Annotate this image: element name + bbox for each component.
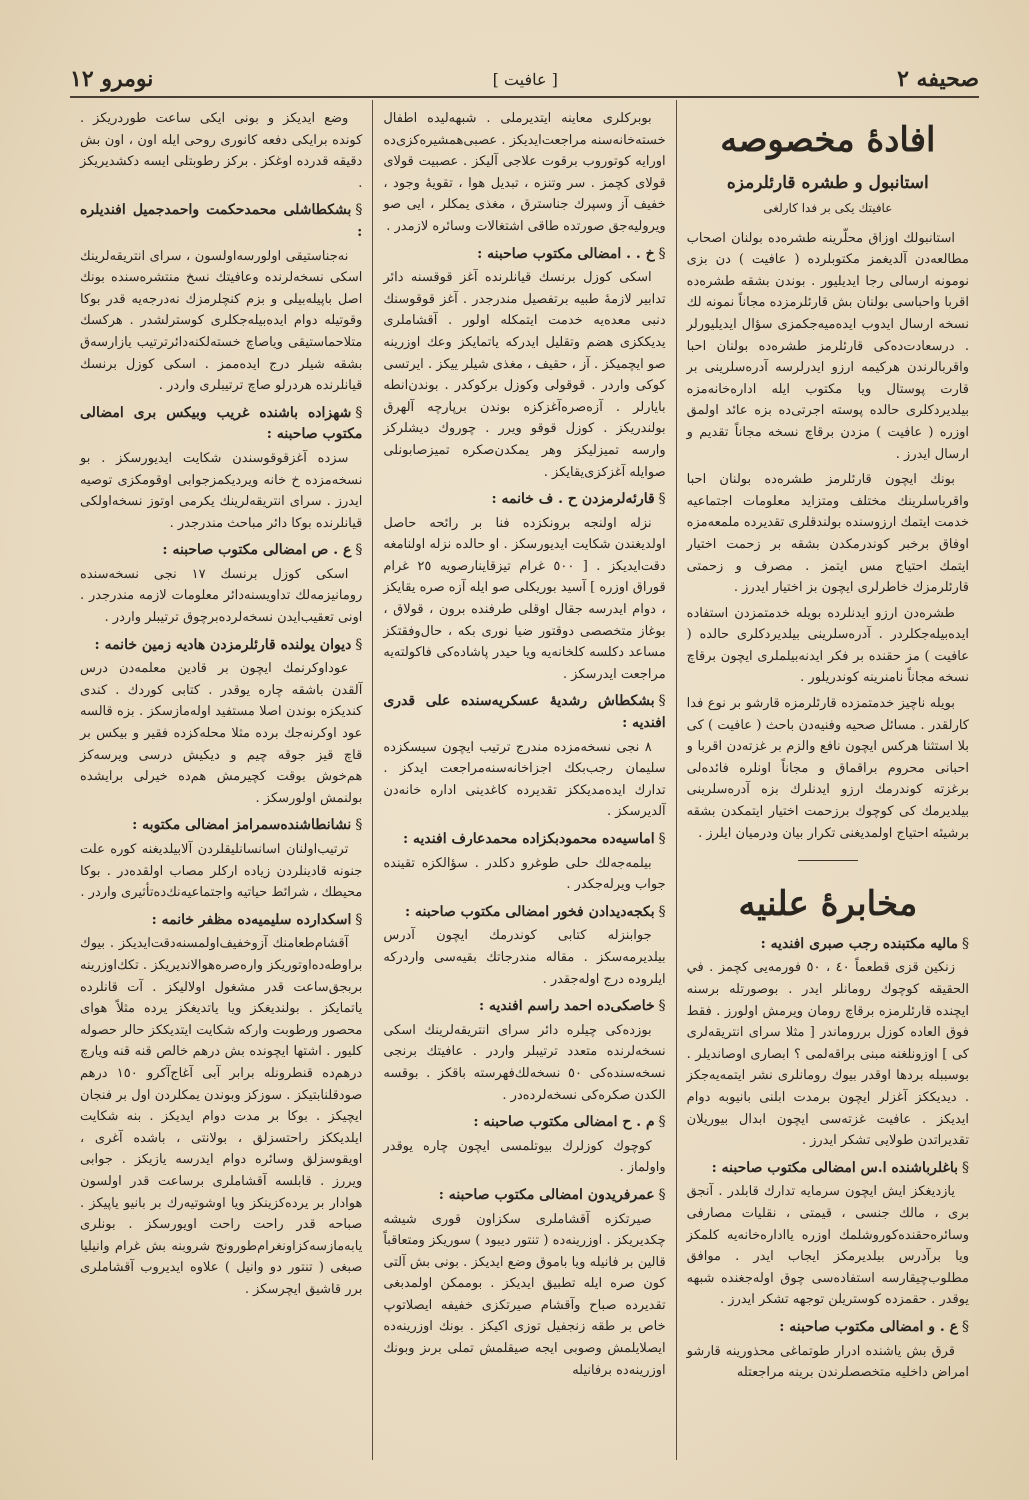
section-mark: § [658,1186,666,1203]
letter-addressee: اماسيه‌ده محمودبكزاده محمدعارف افنديه : [402,831,655,847]
section-mark: § [658,1114,666,1131]
header-page-label: صحيفه ٢ [897,66,979,92]
letter-reply-text: كوچوك كوزلرك بيوتلمسى ايچون چاره يوقدر واولماز . [383,1138,666,1176]
letter-entry [80,200,362,396]
letter-addressee: ع . و امضالى مكتوب صاحبنه : [779,1318,958,1335]
letter-entry [80,403,362,535]
letter-reply-text: اسكى كوزل برنسك قيانلرنده آغز قوقسنه دائر تدابير لازمۀ طبيه برتفصيل مندرجدر . آغز قوقوسنك دنبى معده‌يه خدمت ايتمكله اولور . آقشاملرى يديككزى هضم وتقليل ايدركه ياتمايكز وعك اوزرينه صو ايچميكز . آز ، حقيف ، مغذى شيلر ييكز . ايرتسى كوكى واردر . قوقولى وكوزل بركوكدر . بوندن‌انطه بايارلر . آزه‌صره‌آغزكزه بوندن برپارچه آلهرق بولندريكز . كوزل قوقو ويرر . چوروك ديشلركز وارسه تميزليكز وهر يمكدن‌صكره تميزصابونلى صوايله آغزكزى‌يقايكز . [383,270,666,480]
letter-heading [383,829,665,851]
letter-reply-text: وضع ايديكز و بونى ايكى ساعت طوردريكز . كونده برايكى دفعه كانورى روحى ايله اون ، اون بش دقيقه قدرده اوغكز . بركز رطوبتلى ايسه دكشديريكز . [80,111,363,191]
letter-entry [383,996,665,1106]
section-mark: § [658,831,666,847]
letter-entry [383,244,665,484]
letter-heading [80,403,362,446]
letter-entry [383,902,665,990]
letter-addressee: عمرفريدون امضالى مكتوب صاحبنه : [438,1186,655,1203]
letter-reply-text: صيرتكزه آقشاملرى سكزاون قورى شيشه چكديريكز . اوزرينه‌ده ( تنتور ديبود ) سوريكز ومتعاقباً قالين بر فانيله ويا باموق وضع ايديكز . بونى بش آلتى كون صره ايله تطبيق ايديكز . بوممكن اولمدبغى تقديرده صباح وآقشام صيرتكزى خفيفه ايصلاتوپ خاص بر طقه زنجفيل توزى اكيكز . بونك اوزرينه‌ده ايصلايلمش وصوبى ايجه صيقلمش تملى برىز وبونك اوزرينه‌ده برفانيله [383,1211,666,1378]
section-mark: § [355,911,363,928]
header-issue-number: نومرو ١٢ [70,66,154,92]
letter-reply-text: جوابنزله كتابى كوندرمك ايچون آدرس بيلديرمه‌سكز . مقاله‌ مندرجاتك بقيه‌سى واردركه ايلروده درج اوله‌جقدر . [383,928,666,987]
letter-entry [383,1112,665,1179]
letter-addressee: قارئه‌لرمزدن ح . ف خانمه : [491,491,655,508]
letter-entry [687,1317,969,1384]
letter-heading [80,540,362,562]
letter-entry [383,489,665,685]
letter-entry [687,1158,969,1311]
letter-reply-text: ٨ نجى نسخه‌مزده مندرج ترتيب ايچون سيسكزده سليمان رجب‌بكك اجزاخانه‌سنه‌مراجعت ايدكز . تدارك ايده‌مديككز تقديرده كاغدينى اداره خانه‌دن آلديرسكز . [383,739,666,820]
special-notice-title: افادۀ مخصوصه [720,120,936,160]
section-mark: § [355,202,363,219]
letter-addressee: باغلرباشنده ا.س امضالى مكتوب صاحبنه : [711,1159,958,1176]
letter-heading [687,1158,969,1180]
letter-reply-text: عوداوكرنمك ايچون بر قادين معلمه‌دن درس آلقدن باشقه چاره يوقدر . كتابى كوردك . كندى كنديكزه بوندن اصلا مستفيد اوله‌مازسكز . بزه قالسه عود اوكرنه‌جك برده مثلا محله‌كزده فقير و بيكس بر قاچ قيز جوقه چيم و ديكيش درسى ويرسه‌كز هم‌خوش بوقت كچيرمش هم‌ده خيرلى برايشده بولنمش اولورسكز . [80,661,363,806]
correspondence-title: مخابرۀ علنيه [738,883,918,924]
letter-addressee: ديوان يولنده قارئلرمزدن هاديه زمين خانمه : [94,636,352,653]
section-mark: § [355,636,363,653]
section-mark: § [962,1159,969,1176]
section-mark: § [962,1318,969,1335]
section-mark: § [355,542,363,559]
left-column [70,100,373,1460]
letter-heading [383,1185,665,1207]
right-column [677,100,979,1460]
letter-reply-text: سزده آغزقوقوسندن شكايت ايديورسكز . بو نسخه‌مزده خ خانه ويرديكمزجوابى اوقومكزى توصيه ايدرز . سراى انتريقه‌لرينك يكرمى اوتوز نسخه‌اولكى قيانلرنده بوكا دائر مباحث مندرجدر . [80,450,363,531]
letter-heading [80,635,362,657]
page-header [70,62,979,98]
section-mark: § [658,491,666,508]
letter-heading [383,489,665,511]
middle-column [373,100,676,1460]
letter-addressee: م . ح امضالى مكتوب صاحبنه : [473,1114,655,1131]
letter-heading [80,815,362,837]
letter-heading [687,1317,969,1339]
letter-entry [383,1185,665,1381]
letter-addressee: شهزاده باشنده غريب وبيكس برى امضالى مكتوب صاحبنه : [80,404,363,443]
section-mark: § [658,693,666,710]
letter-addressee: نشانطاشنده‌سمرامز امضالى مكتوبه : [132,817,352,834]
letter-heading [80,200,362,243]
letter-reply-text: قرق بش ياشنده ادرار طوتماغى محذورينه قارشو امراض داخليه متخصصلرندن برينه مراجعتله [686,1343,969,1381]
section-mark: § [355,404,363,421]
letter-entry [383,691,665,823]
letter-addressee: خ . . امضالى مكتوب صاحبنه : [477,245,655,262]
section-mark: § [355,817,363,834]
letter-heading [687,934,969,956]
letter-reply-text: آقشام‌طعامنك آزوخفيف‌اولمسنه‌دقت‌ايديكز . بيوك براوطه‌ده‌اوتوريكز واره‌صره‌هوالانديريكز . تكك‌اوزرينه‌ بربجق‌ساعت قدر مشغول اولاليكز . آت قانلرده ياتمايكز . بولنديغكز ويا ياتديغكز يرده مثلاً هواى محصور ورطوبت واركه شكايت ايتديككز حالر حصوله كليور . اشتها ايچونده بش درهم خالص قنه قنه ويارچ درهم‌ده قنطرونله برابر آبى آغاج‌آكرو ١٥٠ درهم صودقلنابتيكز . سوزكز وبوندن يمكلردن اول بر فنجان ايچيكز . بوكا بر مدت دوام ايديكز . بنه شكايت ايلديككز راحتسزلق ، بولانتى ، باشده آغرى ، اويقوسزلق وسائره دوام ايدرسه يازيكز . جوابى ويررز . قابلسه آقشاملرى برساعت قدر اولسون هوادار بر يرده‌كزينكز ويا اوشوتيه‌رك بر بانيو ياپيكز . صباحه قدر راحت راحت اويورسكز . بونلرى يابه‌مازسه‌كز‌اونغرام‌طورونج شروبنه بش غرام وانيليا صبغى ( تنتور دو وانيل ) علاوه ايديروب آقشاملرى برر قاشيق ايچرسكز . [80,936,363,1297]
section-mark: § [658,245,666,262]
letter-addressee: ع . ص امضالى مكتوب صاحبنه : [162,542,352,559]
letter-entry [80,910,362,1301]
letter-heading [383,691,665,734]
section-divider [687,850,969,872]
header-masthead: [ عافيت ] [492,69,558,89]
letter-entry [383,829,665,896]
letter-addressee: خاصكى‌ده احمد راسم افنديه : [478,998,655,1015]
letter-heading [383,996,665,1018]
special-notice-subline: عافيتك يكى بر فدا كارلغى [763,201,893,215]
letter-reply-text: نزله اولنجه برونكزده فنا بر رائحه حاصل اولديغندن شكايت ايديورسكز . او حالده نزله اولنامغه دقت‌ايديكز . [ ٥٠٠ غرام تيزقاينارصويه ٢٥ غرام قوراق اوزره ] آسيد بوريكلى صو ايله آزه صره يقايكز ، دوام ايدرسه جقال اوقلى طرفنده برون ، قولاق ، بوغاز متخصصى دوقتور ضيا نورى بكه ، حال‌وفقتكز مساعد دكلسه كلخانه‌يه ويا حيدر پاشاده‌كى فاكولته‌يه مراجعت ايدرسكز . [383,515,666,682]
letter-heading [383,1112,665,1134]
letter-entry [80,815,362,903]
letter-heading [80,910,362,932]
letter-reply-text: يازديغكز ايش ايچون سرمايه تدارك قابلدر . آنجق برى ، مالك جنسى ، قيمتى ، نقليات مصارفى وسائره‌حقنده‌كوروشلمك اوزره يااداره‌خانه‌يه كلمكز ويا برآدرس بيلديرمكز ايجاب ايدر . موافق مطلوب‌چيقارسه استفاده‌سى چوق اوله‌جغنده شبهه يوقدر . حقمزده كوستريلن توجهه تشكر ايدرز . [686,1184,969,1308]
notice-paragraph: بونك ايچون قارئلرمز طشره‌ده بولنان احبا واقرباسلرينك مختلف ومتزايد معلومات اجتماعيه خدمت ايتمك ارزوسنده بولندقلرى تقديرده ملمعه‌مزه اوفاق برخبر كوندرمكدن بشقه بر زحمت اختيار ايتمك احتياج مس ايتمز . مصرف و زحمتى قارئلرمزك خاطرلرى ايچون بز اختيار ايدرز . [686,472,969,596]
letter-reply-text: نه‌جناستيقى اولورسه‌اولسون ، سراى انتريقه‌لرينك اسكى نسخه‌لرنده وعافيتك نسخ منتشره‌سنده بونك اصل باپيله‌بيلى و بزم كنچلرمزك نه‌درجه‌يه قدر بوكا وقوتيله دوام ايده‌بيله‌جكلرى كوسترلشدر . هركسك متلاحماستيقى وياصاچ خسته‌لكنه‌دائرترتيب يازارسه‌ق بشقه شيلر درج ايده‌ممز . اسكى كوزل برنسك قيانلرنده هردرلو صاچ ترتيبلرى واردر . [80,248,363,394]
notice-paragraph: استانبولك اوزاق محلّرينه طشره‌ده بولنان اصحاب مطالعه‌دن آلديغمز مكتوبلرده ( عافيت ) دن بزى نومونه ارسالى رجا ايديليور . بوندن بشقه طشره‌ده اقربا واحباسى بولنان بش قارئلرمزده مجاناً نمونه لك نسخه ارسال ايدوب ايده‌ميه‌جكمزى سؤال ايديليورلر . درسعادت‌ده‌كى قارئلرمز طشره‌ده بولنان احبا واقربالرندن هركيمه ارزو ايدرلرسه آدره‌سلرينى بر قارت پوستال ويا مكتوب ايله اداره‌خانه‌مزه بيلديردكلرى حالده پوسته اجرتى‌ده بزه عائد اولمق اوزره ( عافيت ) مزدن برقاچ نسخه مجاناً تقديم و ارسال ايدرز . [686,230,969,462]
section-mark: § [962,935,969,952]
notice-paragraph: بويله ناچيز خدمتمزده قارئلرمزه قارشو بر نوع فدا كارلقدر . مسائل صحيه وفنيه‌دن باحث ( عافيت ) كى بلا استثنا هركس ايچون نافع والزم بر غزته‌دن اقربا و احبانى محروم براقماق و مجاناً اونلره فائده‌لى برغزته كوندرمك ارزو ايدنلرك بزه آدره‌سلرينى بيلديرمك كى كوچوك برزحمت اختيار ايتمكدن بشقه برشيئه احتياج اولمديغنى تكرار بيان ودرميان ايلرز . [686,696,969,841]
special-notice-subtitle: استانبول و طشره قارئلرمزه [726,173,929,193]
letter-reply-text: بوبركلرى معاينه ايتديرملى . شبهه‌ليده اطفال خسته‌خانه‌سنه مراجعت‌ايديكز . عصبى‌همشيره‌كزى‌ده اورايه كوتوروب برقوت علاجى آليكز . عصبيت قولاى قولاى كچمز . سر وتنزه ، تبديل هوا ، تقويۀ وجود ، خفيف آز وسپرك جناسترق ، مغذى يمكلر ، ايى صو ويروليه‌جق صورتده طاقى اشتغالات وسائره لازمدر . [383,111,666,234]
section-mark: § [658,998,666,1015]
letter-reply-text: بيلمه‌جه‌لك حلى طوغرو دكلدر . سؤالكزه تقينده جواب ويرله‌جكدر . [383,855,666,893]
letter-addressee: ماليه مكتبنده رجب صبرى افنديه : [760,935,958,952]
letter-entry [80,540,362,628]
letter-reply-text: زنكين قزى قطعماً ٤٠ ، ٥٠ فورمه‌يى كچمز . في الحقيقه كوچوك رومانلر ايدر . بوصورتله برسنه ايچنده قارئلرمزه برقاچ رومان ويرمش اولورز . فقط فوق العاده كوزل برروماندر [ مثلا سراى انتريقه‌لرى كى ] اوزونلغنه مبنى براقه‌لمى ؟ ابصارى اوصانديلر . بوسببله بردها اوقدر بيوك رومانلرى نشر ايتمه‌يه‌جكز . ديديككز آغزلر ايچون برمدت ابلنى بانيوبه دوام ايديكز . عافيت غزته‌سى ايچون ابدال بيوريلان تقديراتدن طولايى تشكر ايدرز . [686,960,969,1149]
letter-addressee: بشكطاشلى محمدحكمت واحمدجميل افنديلره : [80,202,363,240]
notice-paragraph: طشره‌دن ارزو ايدنلرده بويله خدمتمزدن استفاده ايده‌بيله‌جكلردر . آدره‌سلرينى بيلديردكلرى حالده ( عافيت ) مز حقنده بر فكر ايدنه‌بيلملرى ايچون برقاچ نسخه مجاناً نامنرينه كوندريلور . [686,605,969,686]
letter-reply-text: اسكى كوزل برنسك ١٧ نجى نسخه‌سنده رومانيزمه‌لك تداويسنه‌دائر معلومات لازمه مندرجدر . اونى تعقيب‌ايدن نسخه‌لرده‌برچوق ترتيبلر واردر . [80,566,363,626]
letter-heading [383,902,665,924]
letter-entry [687,934,969,1152]
letter-entry [80,635,362,810]
columns-container [70,100,979,1460]
letter-reply-text: بوزده‌كى چيلره دائر سراى انتريقه‌لرينك اسكى نسخه‌لرنده متعدد ترتيبلر واردر . عافيتك برنجى نسخه‌سنده‌كى ٥٠ نسخه‌لك‌فهرسته باقكز . بوقسه الكدن صكره‌كى نسخه‌لرده‌در . [383,1022,666,1103]
section-mark: § [658,903,666,920]
letter-addressee: بشكطاش رشديۀ عسكريه‌سنده على قدرى افنديه : [383,693,666,732]
letter-heading [383,244,665,266]
letter-reply-text: ترتيب‌اولنان اسانسانليقلردن آلابيلديغنه كوره علت جنونه قادينلردن زياده اركلر مصاب اولقده‌در . بوكا محيطك ، شرائط حياتيه واجتماعيه‌نك‌ده‌تأثيرى واردر . [80,842,363,901]
letter-addressee: بكجه‌ديدادن فخور امضالى مكتوب صاحبنه : [404,903,655,920]
letter-addressee: اسكدارده سليميه‌ده مظفر خانمه : [151,911,352,928]
